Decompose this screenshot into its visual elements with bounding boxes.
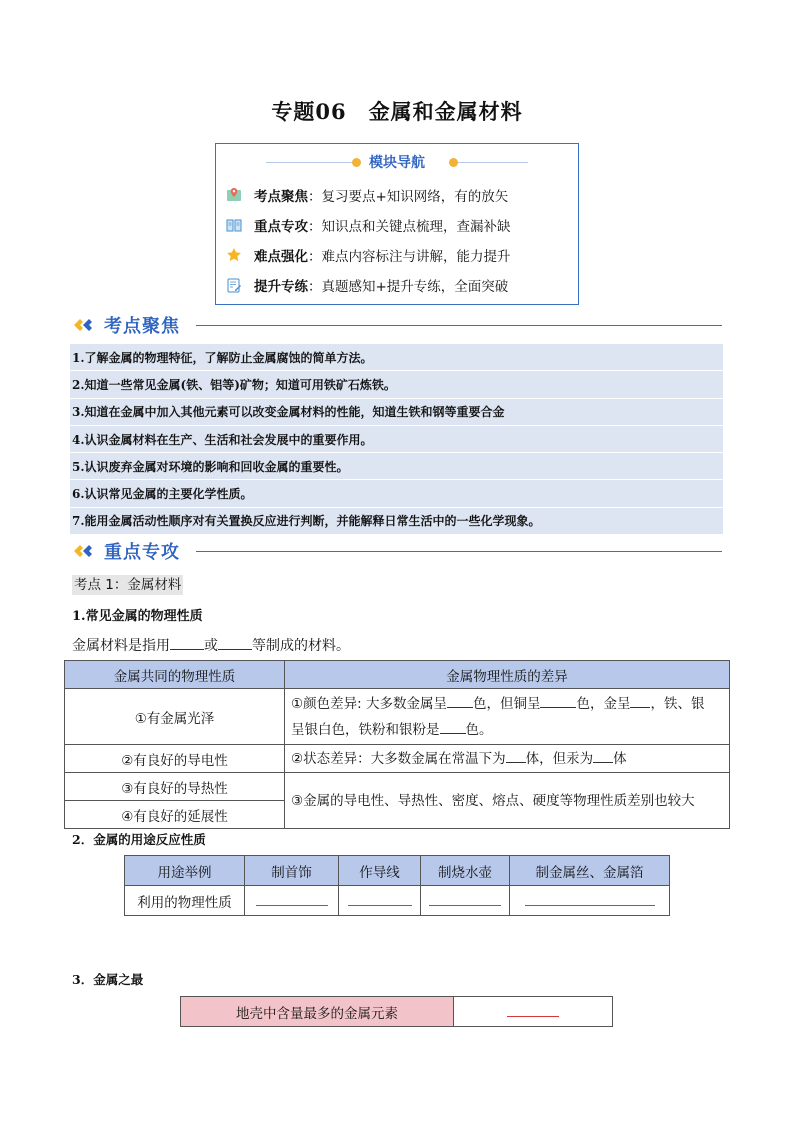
table-cell-state-diff: [285, 745, 730, 773]
page-title: 专题06 金属和金属材料: [271, 99, 523, 124]
star-icon: [226, 247, 242, 263]
table-header: 用途举例: [125, 856, 245, 886]
nav-item-desc: ：真题感知+提升专练，全面突破: [308, 279, 509, 295]
fill-blank[interactable]: [540, 694, 576, 708]
module-nav-box: [215, 143, 579, 305]
fill-blank[interactable]: [256, 892, 328, 906]
fill-blank[interactable]: [218, 636, 252, 650]
nav-divider-right: [458, 162, 528, 163]
text-segment: 呈银白色，铁粉和银粉是: [291, 721, 440, 738]
text-segment: ，铁、银: [650, 695, 705, 712]
table-row-label: 利用的物理性质: [125, 886, 245, 916]
answer-cell: [245, 886, 339, 916]
chevron-double-icon: [72, 316, 98, 334]
nav-item-desc: ：复习要点+知识网络，有的放矢: [308, 189, 509, 205]
nav-item-label: 提升专练: [254, 279, 308, 295]
nav-item-desc: ：难点内容标注与讲解，能力提升: [308, 249, 511, 265]
table-cell-label: 地壳中含量最多的金属元素: [181, 997, 454, 1027]
table-header: 作导线: [339, 856, 421, 886]
focus-list: [70, 344, 723, 535]
table-header: 制金属丝、金属箔: [510, 856, 670, 886]
fill-blank[interactable]: [630, 694, 650, 708]
focus-item: 6.认识常见金属的主要化学性质。: [70, 480, 723, 507]
intro-sentence: [72, 635, 350, 655]
text-segment: 等制成的材料。: [252, 638, 350, 654]
chevron-double-icon: [72, 542, 98, 560]
nav-item-key: [226, 214, 511, 236]
nav-item-label: 难点强化: [254, 249, 308, 265]
nav-item-desc: ：知识点和关键点梳理，查漏补缺: [308, 219, 511, 235]
section-divider: [196, 551, 722, 552]
fill-blank[interactable]: [348, 892, 412, 906]
text-segment: 体: [613, 750, 627, 767]
fill-blank[interactable]: [593, 749, 613, 763]
table-cell: ①有金属光泽: [65, 689, 285, 745]
table-header: 金属物理性质的差异: [285, 661, 730, 689]
focus-item: 1.了解金属的物理特征，了解防止金属腐蚀的简单方法。: [70, 344, 723, 371]
fill-blank[interactable]: [170, 636, 204, 650]
map-icon: [226, 187, 242, 203]
focus-item: 4.认识金属材料在生产、生活和社会发展中的重要作用。: [70, 426, 723, 453]
table-header: 金属共同的物理性质: [65, 661, 285, 689]
nav-item-label: 考点聚焦: [254, 189, 308, 205]
table-header: 制烧水壶: [421, 856, 510, 886]
physical-properties-table: [64, 660, 730, 829]
answer-cell: [454, 997, 613, 1027]
nav-item-focus: [226, 184, 508, 206]
answer-cell: [339, 886, 421, 916]
focus-item: 3.知道在金属中加入其他元素可以改变金属材料的性能，知道生铁和钢等重要合金: [70, 399, 723, 426]
fill-blank[interactable]: [440, 720, 466, 734]
fill-blank[interactable]: [506, 749, 526, 763]
focus-item: 2.知道一些常见金属(铁、铝等)矿物；知道可用铁矿石炼铁。: [70, 371, 723, 398]
text-segment: ①颜色差异: 大多数金属呈: [291, 695, 447, 712]
fill-blank[interactable]: [507, 1003, 559, 1017]
table-cell: ③有良好的导热性: [65, 773, 285, 801]
focus-item: 7.能用金属活动性顺序对有关置换反应进行判断，并能解释日常生活中的一些化学现象。: [70, 508, 723, 535]
fill-blank[interactable]: [525, 892, 655, 906]
nav-dot-right-icon: [449, 158, 458, 167]
uses-table: [124, 855, 670, 916]
book-icon: [226, 217, 242, 233]
section-header-key: [72, 538, 722, 564]
subheading-uses: 2．金属的用途反应性质: [72, 832, 206, 847]
nav-title: 模块导航: [369, 155, 425, 171]
fill-blank[interactable]: [429, 892, 501, 906]
focus-item: 5.认识废弃金属对环境的影响和回收金属的重要性。: [70, 453, 723, 480]
answer-cell: [421, 886, 510, 916]
subheading-metal-superlatives: 3．金属之最: [72, 972, 144, 987]
text-segment: 色，但铜呈: [472, 695, 541, 712]
section-title: 考点聚焦: [104, 316, 180, 337]
nav-item-hard: [226, 244, 511, 266]
table-cell-color-diff: [285, 689, 730, 745]
table-cell: ④有良好的延展性: [65, 801, 285, 829]
text-segment: ②状态差异：大多数金属在常温下为: [291, 750, 506, 767]
table-cell-other-diff: ③金属的导电性、导热性、密度、熔点、硬度等物理性质差别也较大: [285, 773, 730, 829]
nav-header: [216, 152, 578, 172]
section-header-focus: [72, 312, 722, 338]
text-segment: 色。: [465, 721, 493, 738]
table-header: 制首饰: [245, 856, 339, 886]
edit-icon: [226, 277, 242, 293]
keypoint-label: 考点 1：金属材料: [74, 577, 182, 593]
section-divider: [196, 325, 722, 326]
metal-superlatives-table: [180, 996, 613, 1027]
section-title: 重点专攻: [104, 542, 180, 563]
text-segment: 体，但汞为: [525, 750, 594, 767]
text-segment: 或: [204, 638, 218, 654]
text-segment: 金属材料是指用: [72, 638, 170, 654]
answer-cell: [510, 886, 670, 916]
nav-item-practice: [226, 274, 508, 296]
nav-item-label: 重点专攻: [254, 219, 308, 235]
subheading-physical-properties: 1.常见金属的物理性质: [72, 609, 203, 624]
table-cell: ②有良好的导电性: [65, 745, 285, 773]
text-segment: 色，金呈: [576, 695, 631, 712]
fill-blank[interactable]: [447, 694, 473, 708]
